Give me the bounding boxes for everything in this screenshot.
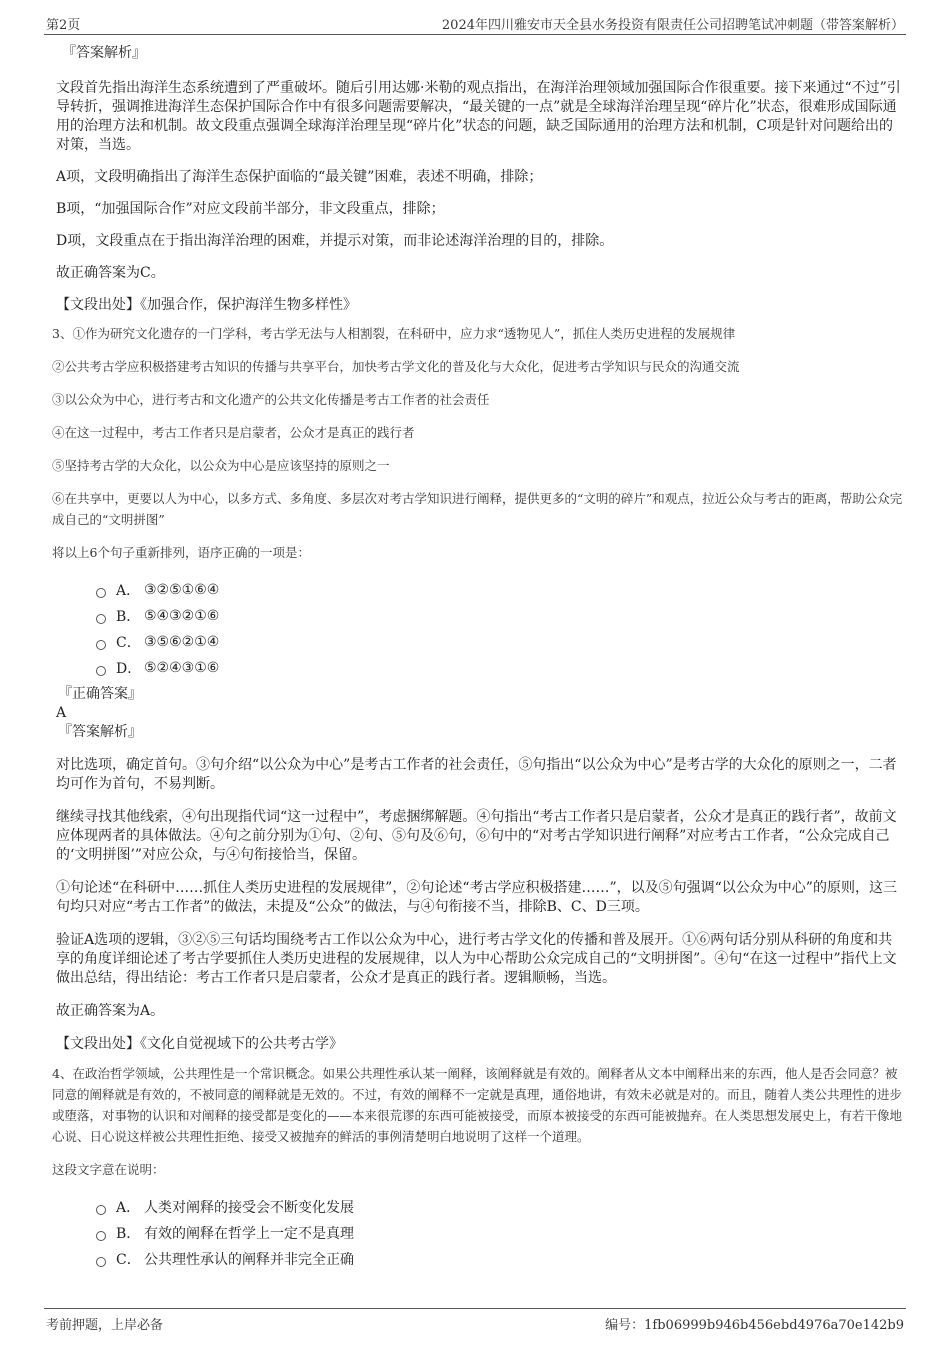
option-a[interactable]: A． 人类对阐释的接受会不断变化发展 <box>96 1194 904 1220</box>
radio-icon[interactable] <box>96 588 106 598</box>
analysis-title: 『答案解析』 <box>62 45 146 61</box>
document-title: 2024年四川雅安市天全县水务投资有限责任公司招聘笔试冲刺题（带答案解析） <box>441 18 904 33</box>
analysis-paragraph: 验证A选项的逻辑，③②⑤三句话均围绕考古工作以公众为中心，进行考古学文化的传播和普及展开。①⑥两句话分别从科研的角度和共享的角度详细论述了考古学要抓住人类历史进程的发展规律，以人为中心帮助公众完成自己的“文明拼图”。④句“在这一过程中”指代上文做出总结，得出结论：考古工作者只是启蒙者，公众才是真正的践行者。逻辑顺畅，当选。 <box>56 932 897 986</box>
conclusion: 故正确答案为A。 <box>56 1003 165 1019</box>
analysis-paragraph: ①句论述“在科研中……抓住人类历史进程的发展规律”，②句论述“考古学应积极搭建……”，以及⑤句强调“以公众为中心”的原则，这三句均只对应“考古工作者”的做法，未提及“公众”的做法，与④句衔接不当，排除B、C、D三项。 <box>56 880 897 915</box>
page-header <box>44 12 906 35</box>
document-id: 编号：1fb06999b946b456ebd4976a70e142b9 <box>605 1318 904 1333</box>
option-b[interactable]: B． 有效的阐释在哲学上一定不是真理 <box>96 1220 904 1246</box>
page-number: 第2页 <box>46 18 81 33</box>
question-stem: ⑤坚持考古学的大众化，以公众为中心是应该坚持的原则之一 <box>52 458 390 473</box>
question-stem: ③以公众为中心，进行考古和文化遗产的公共文化传播是考古工作者的社会责任 <box>52 392 490 407</box>
analysis-paragraph: 文段首先指出海洋生态系统遭到了严重破坏。随后引用达娜·米勒的观点指出，在海洋治理领域加强国际合作很重要。接下来通过“不过”引导转折，强调推进海洋生态保护国际合作中有很多问题需要解决，“最关键的一点”就是全球海洋治理呈现“碎片化”状态，很难形成国际通用的治理方法和机制。故文段重点强调全球海洋治理呈现“碎片化”状态的问题，缺乏国际通用的治理方法和机制，C项是针对问题给出的对策，当选。 <box>56 80 901 153</box>
source-citation: 【文段出处】《文化自觉视域下的公共考古学》 <box>56 1036 343 1052</box>
radio-icon[interactable] <box>96 666 106 676</box>
options-list <box>96 1194 904 1272</box>
correct-answer: A <box>56 705 67 721</box>
question-prompt: 这段文字意在说明： <box>52 1162 165 1177</box>
question-stem: ④在这一过程中，考古工作者只是启蒙者，公众才是真正的践行者 <box>52 425 415 440</box>
option-b[interactable]: B． ⑤④③②①⑥ <box>96 603 904 629</box>
option-d[interactable]: D． ⑤②④③①⑥ <box>96 655 904 681</box>
question-stem: ②公共考古学应积极搭建考古知识的传播与共享平台，加快考古学文化的普及化与大众化，促进考古学知识与民众的沟通交流 <box>52 359 740 374</box>
radio-icon[interactable] <box>96 614 106 624</box>
options-list <box>96 577 904 681</box>
answer-title: 『正确答案』 <box>58 686 142 702</box>
question-stem: 4、在政治哲学领域，公共理性是一个常识概念。如果公共理性承认某一阐释，该阐释就是有效的。阐释者从文本中阐释出来的东西，他人是否会同意？被同意的阐释就是有效的，不被同意的阐释就是无效的。不过，有效的阐释不一定就是真理，通俗地讲，有效未必就是对的。而且，随着人类公共理性的进步或堕落，对事物的认识和对阐释的接受都是变化的——本来很荒谬的东西可能被接受，而原本被接受的东西可能被抛弃。在人类思想发展史上，有若干像地心说、日心说这样被公共理性拒绝、接受又被抛弃的鲜活的事例清楚明白地说明了这样一个道理。 <box>52 1066 903 1144</box>
option-a[interactable]: A． ③②⑤①⑥④ <box>96 577 904 603</box>
analysis-paragraph: D项，文段重点在于指出海洋治理的困难，并提示对策，而非论述海洋治理的目的，排除。 <box>56 233 614 249</box>
question-stem: 3、①作为研究文化遗存的一门学科，考古学无法与人相割裂，在科研中，应力求“透物见人”，抓住人类历史进程的发展规律 <box>52 326 736 341</box>
radio-icon[interactable] <box>96 640 106 650</box>
question-prompt: 将以上6个句子重新排列，语序正确的一项是： <box>52 545 310 560</box>
main-content <box>52 44 904 1272</box>
footer-slogan: 考前押题，上岸必备 <box>46 1318 164 1333</box>
option-c[interactable]: C． ③⑤⑥②①④ <box>96 629 904 655</box>
question-stem: ⑥在共享中，更要以人为中心，以多方式、多角度、多层次对考古学知识进行阐释，提供更多的“文明的碎片”和观点，拉近公众与考古的距离，帮助公众完成自己的“文明拼图” <box>52 491 903 527</box>
analysis-paragraph: 对比选项，确定首句。③句介绍“以公众为中心”是考古工作者的社会责任，⑤句指出“以公众为中心”是考古学的大众化的原则之一，二者均可作为首句，不易判断。 <box>56 757 897 792</box>
option-c[interactable]: C． 公共理性承认的阐释并非完全正确 <box>96 1246 904 1272</box>
source-citation: 【文段出处】《加强合作，保护海洋生物多样性》 <box>56 297 357 313</box>
page-footer <box>44 1308 906 1331</box>
analysis-title: 『答案解析』 <box>58 724 142 740</box>
analysis-paragraph: A项，文段明确指出了海洋生态保护面临的“最关键”困难，表述不明确，排除； <box>56 169 543 185</box>
analysis-paragraph: B项，“加强国际合作”对应文段前半部分，非文段重点，排除； <box>56 201 445 217</box>
radio-icon[interactable] <box>96 1231 106 1241</box>
radio-icon[interactable] <box>96 1257 106 1267</box>
analysis-paragraph: 继续寻找其他线索，④句出现指代词“这一过程中”，考虑捆绑解题。④句指出“考古工作者只是启蒙者，公众才是真正的践行者”，故前文应体现两者的具体做法。④句之前分别为①句、②句、⑤句及⑥句，⑥句中的“对考古学知识进行阐释”对应考古工作者，“公众完成自己的‘文明拼图’”对应公众，与④句衔接恰当，保留。 <box>56 809 897 863</box>
conclusion: 故正确答案为C。 <box>56 265 165 281</box>
radio-icon[interactable] <box>96 1205 106 1215</box>
